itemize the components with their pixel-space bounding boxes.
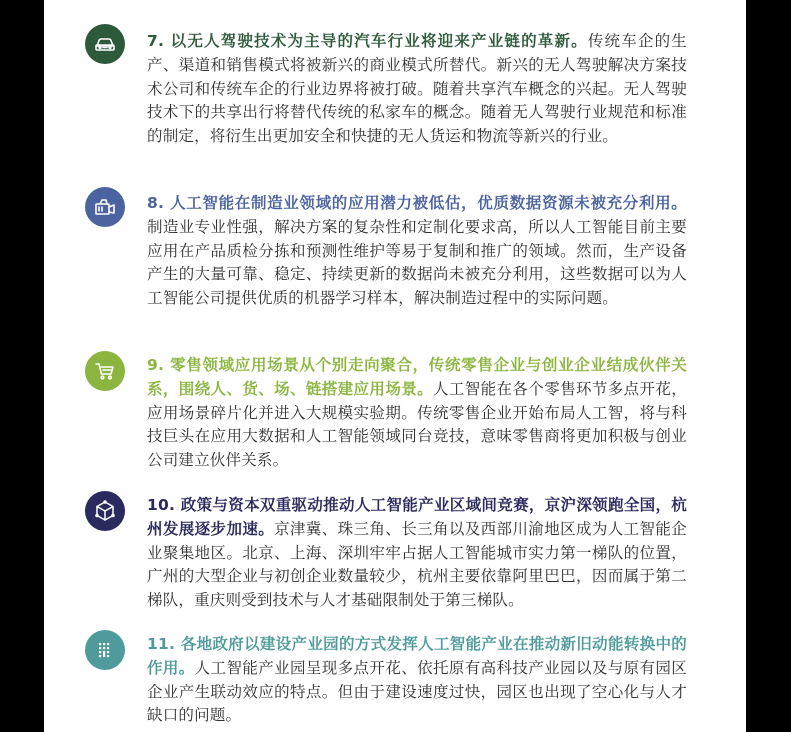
car-icon — [85, 24, 125, 64]
item-heading: 7. 以无人驾驶技术为主导的汽车行业将迎来产业链的革新。 — [147, 32, 588, 50]
item-heading: 11. 各地政府以建设产业园的方式发挥人工智能产业在推动新旧动能转换中的作用。 — [147, 635, 687, 677]
item-text — [147, 633, 687, 728]
item-text — [147, 494, 687, 613]
item-body: 传统车企的生产、渠道和销售模式将被新兴的商业模式所替代。新兴的无人驾驶解决方案技术公司和传统车企的行业边界将被打破。随着共享汽车概念的兴起。无人驾驶技术下的共享出行将替代传统的私家车的概念。随着无人驾驶行业规范和标准的制定，将衍生出更加安全和快捷的无人货运和物流等新兴的行业。 — [147, 32, 687, 146]
item-body: 人工智能产业园呈现多点开花、依托原有高科技产业园以及与原有园区企业产生联动效应的特点。但由于建设速度过快，园区也出现了空心化与人才缺口的问题。 — [147, 658, 687, 725]
item-heading: 9. 零售领域应用场景从个别走向聚合，传统零售企业与创业企业结成伙伴关系，围绕人、货、场、链搭建应用场景。 — [147, 356, 687, 398]
network-cube-icon — [85, 491, 125, 531]
item-body: 京津冀、珠三角、长三角以及西部川渝地区成为人工智能企业聚集地区。北京、上海、深圳牢牢占据人工智能城市实力第一梯队的位置，广州的大型企业与初创企业数量较少，杭州主要依靠阿里巴巴，因而属于第二梯队，重庆则受到技术与人才基础限制处于第三梯队。 — [147, 519, 687, 610]
item-heading: 10. 政策与资本双重驱动推动人工智能产业区域间竞赛，京沪深领跑全国，杭州发展逐步加速。 — [147, 496, 687, 538]
item-text — [147, 354, 687, 473]
item-body: 人工智能在各个零售环节多点开花，应用场景碎片化并进入大规模实验期。传统零售企业开始布局人工智，将与科技巨头在应用大数据和人工智能领域同台竞技，意味零售商将更加积极与创业公司建立伙伴关系。 — [147, 379, 687, 470]
item-body: 制造业专业性强，解决方案的复杂性和定制化要求高，所以人工智能目前主要应用在产品质检分拣和预测性维护等易于复制和推广的领域。然而，生产设备产生的大量可靠、稳定、持续更新的数据尚未被充分利用，这些数据可以为人工智能公司提供优质的机器学习样本，解决制造过程中的实际问题。 — [147, 217, 687, 308]
item-text — [147, 30, 687, 149]
shopping-cart-icon — [85, 351, 125, 391]
industrial-park-icon — [85, 630, 125, 670]
factory-machine-icon — [85, 187, 125, 227]
document-page — [44, 0, 746, 732]
item-text — [147, 192, 687, 311]
item-heading: 8. 人工智能在制造业领域的应用潜力被低估，优质数据资源未被充分利用。 — [147, 194, 687, 212]
